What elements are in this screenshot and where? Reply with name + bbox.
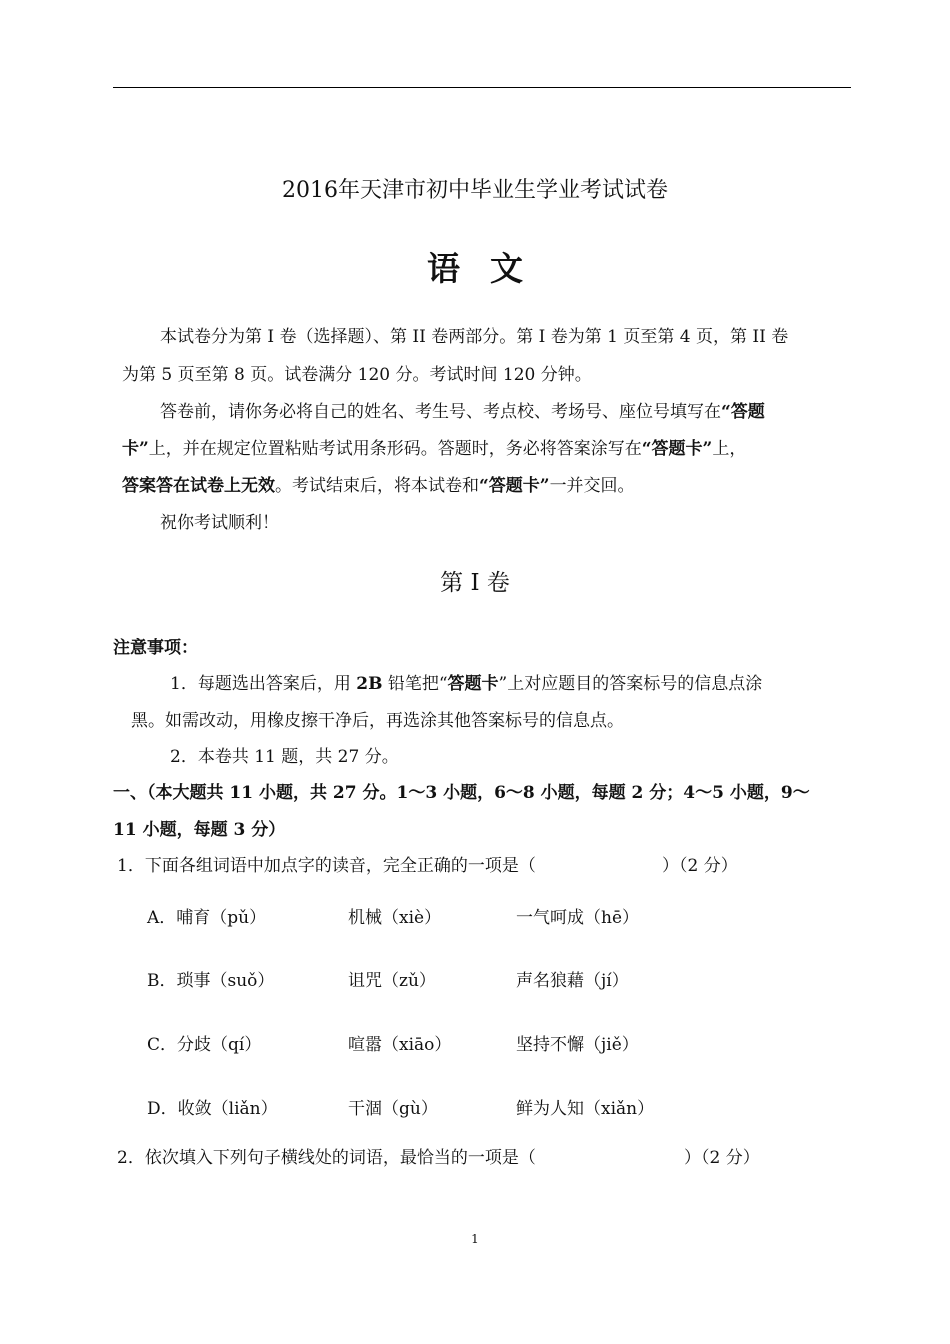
q1-option-a-2: 机械（xiè） [348,908,442,928]
header-rule [113,87,851,88]
answer-card-bold: 卡” [122,439,149,459]
intro-p1-line2: 为第 5 页至第 8 页。试卷满分 120 分。考试时间 120 分钟。 [122,365,592,385]
note-2: 2．本卷共 11 题，共 27 分。 [170,747,399,767]
page-number: 1 [471,1232,479,1246]
q1-option-d-2: 干涸（gù） [348,1099,438,1119]
question-1-points: ）（2 分） [662,856,738,876]
note-text: 1．每题选出答案后，用 [170,674,357,694]
intro-text: 上， [712,439,747,459]
exam-title: 2016年天津市初中毕业生学业考试试卷 [282,178,668,203]
pencil-type: 2B [356,674,383,694]
intro-p2-line2 [122,434,746,459]
part1-heading-line1: 一、（本大题共 11 小题，共 27 分。1～3 小题，6～8 小题，每题 2 分；4～5 小题，9～ [113,783,810,803]
q1-option-b-2: 诅咒（zǔ） [348,971,436,991]
question-2-stem: 2．依次填入下列句子横线处的词语，最恰当的一项是（ [117,1148,536,1168]
note-text: ”上对应题目的答案标号的信息点涂 [498,674,763,694]
intro-p1-line1: 本试卷分为第 I 卷（选择题）、第 II 卷两部分。第 I 卷为第 1 页至第 4 页，第 II 卷 [160,327,789,347]
intro-text: 一并交回。 [549,476,635,496]
q1-option-d-3: 鲜为人知（xiǎn） [516,1099,655,1119]
part1-heading-line2: 11 小题，每题 3 分） [113,820,286,840]
question-2-points: ）（2 分） [684,1148,760,1168]
q1-option-c-2: 喧嚣（xiāo） [348,1035,452,1055]
intro-text: 。考试结束后，将本试卷和 [275,476,479,496]
answer-card-bold: “答题卡” [479,476,550,496]
notes-heading: 注意事项： [113,638,198,658]
question-1-stem: 1．下面各组词语中加点字的读音，完全正确的一项是（ [117,856,536,876]
answer-card-bold: 答题卡 [447,674,499,694]
q1-option-a-3: 一气呵成（hē） [516,908,640,928]
note-text: 铅笔把“ [382,674,448,694]
intro-p2-line3 [122,471,635,496]
section-title: 第 I 卷 [440,570,510,596]
answer-card-bold: “答题卡” [641,439,713,459]
q1-option-a-1: A．哺育（pǔ） [147,908,267,928]
intro-text: 上，并在规定位置粘贴考试用条形码。答题时，务必将答案涂写在 [148,439,642,459]
q1-option-c-1: C．分歧（qí） [147,1035,262,1055]
intro-text: 答卷前，请你务必将自己的姓名、考生号、考点校、考场号、座位号填写在 [160,402,721,422]
q1-option-b-1: B．琐事（suǒ） [147,971,275,991]
invalid-warning: 答案答在试卷上无效 [122,476,275,496]
intro-p2-line1 [160,397,765,422]
q1-option-c-3: 坚持不懈（jiě） [516,1035,639,1055]
subject-title: 语文 [427,249,553,288]
note-1-line2: 黑。如需改动，用橡皮擦干净后，再选涂其他答案标号的信息点。 [131,711,624,731]
q1-option-b-3: 声名狼藉（jí） [516,971,629,991]
good-luck-text: 祝你考试顺利！ [160,513,279,533]
note-1-line1 [170,669,762,694]
answer-card-bold: “答题 [721,402,765,422]
q1-option-d-1: D．收敛（liǎn） [147,1099,278,1119]
